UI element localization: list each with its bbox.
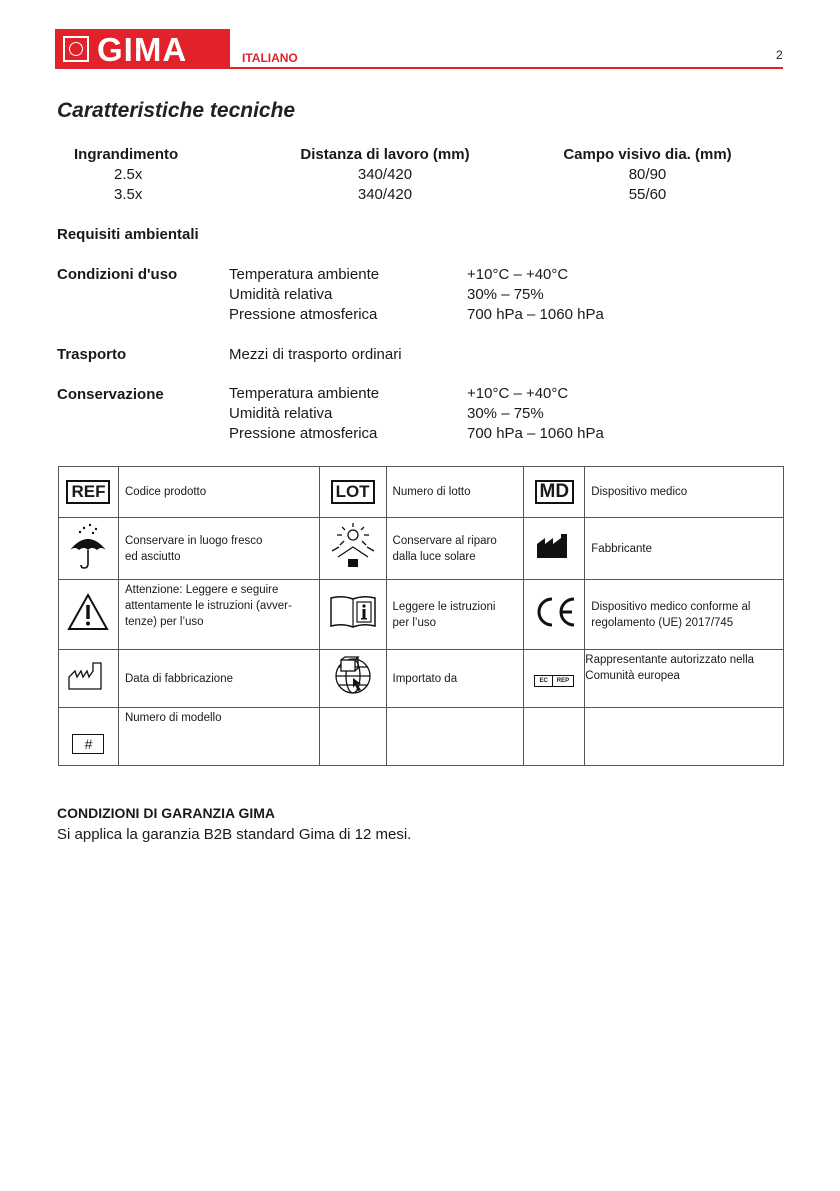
brand-name: GIMA	[97, 30, 188, 68]
page-number: 2	[776, 48, 783, 62]
symbols-table	[58, 466, 784, 766]
spec-column-distance	[297, 145, 473, 205]
environment-heading: Requisiti ambientali	[57, 226, 199, 243]
ec-rep-icon: EC REP	[524, 650, 585, 708]
symbol-description: Rappresentante autorizzato nella Comunità europea	[585, 650, 784, 708]
symbol-description: Dispositivo medico	[585, 467, 784, 518]
importer-icon	[319, 650, 386, 708]
env-value: +10°C – +40°C	[467, 266, 569, 283]
symbol-description: Attenzione: Leggere e seguire attentamente le istruzioni (avver- tenze) per l’uso	[118, 580, 319, 650]
use-conditions-values	[467, 265, 604, 325]
symbol-description: Leggere le istruzioni per l’uso	[386, 580, 524, 650]
table-row	[59, 518, 784, 580]
gima-badge-icon	[63, 36, 89, 62]
spec-cell: 55/60	[628, 186, 667, 203]
symbol-description: Conservare in luogo fresco ed asciutto	[118, 518, 319, 580]
env-param: Pressione atmosferica	[229, 306, 378, 323]
empty-cell	[585, 708, 784, 766]
use-conditions-params	[229, 265, 379, 325]
table-row	[59, 580, 784, 650]
empty-cell	[319, 708, 386, 766]
symbol-description: Dispositivo medico conforme al regolamento (UE) 2017/745	[585, 580, 784, 650]
use-conditions-label: Condizioni d'uso	[57, 266, 178, 283]
spec-column-magnification	[74, 145, 178, 205]
sunlight-icon	[319, 518, 386, 580]
lot-box-icon: LOT	[319, 467, 386, 518]
warranty-heading: CONDIZIONI DI GARANZIA GIMA	[57, 805, 276, 821]
manufacture-date-icon	[59, 650, 119, 708]
gima-logo	[55, 29, 230, 69]
spec-cell: 3.5x	[114, 186, 143, 203]
spec-header: Distanza di lavoro (mm)	[300, 146, 470, 163]
table-row	[59, 467, 784, 518]
factory-icon	[524, 518, 585, 580]
spec-cell: 2.5x	[114, 166, 143, 183]
symbol-description: Numero di modello	[118, 708, 319, 766]
symbol-description: Fabbricante	[585, 518, 784, 580]
spec-column-field	[560, 145, 735, 205]
env-param: Temperatura ambiente	[229, 266, 380, 283]
spec-header: Ingrandimento	[74, 146, 179, 163]
storage-label: Conservazione	[57, 386, 164, 403]
env-value: 30% – 75%	[467, 405, 544, 422]
table-row	[59, 708, 784, 766]
warranty-text: Si applica la garanzia B2B standard Gima di 12 mesi.	[57, 826, 412, 843]
transport-label: Trasporto	[57, 346, 127, 363]
env-value: 30% – 75%	[467, 286, 544, 303]
env-param: Pressione atmosferica	[229, 425, 378, 442]
env-param: Umidità relativa	[229, 286, 333, 303]
language-label: ITALIANO	[242, 51, 298, 65]
model-number-icon: #	[59, 708, 119, 766]
empty-cell	[524, 708, 585, 766]
env-param: Temperatura ambiente	[229, 385, 380, 402]
transport-value: Mezzi di trasporto ordinari	[229, 346, 402, 363]
md-box-icon: MD	[524, 467, 585, 518]
symbol-description: Conservare al riparo dalla luce solare	[386, 518, 524, 580]
env-param: Umidità relativa	[229, 405, 333, 422]
empty-cell	[386, 708, 524, 766]
spec-cell: 340/420	[357, 186, 413, 203]
instructions-icon	[319, 580, 386, 650]
ref-box-icon: REF	[59, 467, 119, 518]
env-value: 700 hPa – 1060 hPa	[467, 306, 604, 323]
symbol-description: Codice prodotto	[118, 467, 319, 518]
symbol-description: Numero di lotto	[386, 467, 524, 518]
umbrella-icon	[59, 518, 119, 580]
spec-header: Campo visivo dia. (mm)	[563, 146, 732, 163]
spec-cell: 80/90	[628, 166, 667, 183]
page-title: Caratteristiche tecniche	[57, 99, 296, 122]
table-row	[59, 650, 784, 708]
storage-params	[229, 384, 379, 444]
storage-values	[467, 384, 604, 444]
spec-cell: 340/420	[357, 166, 413, 183]
warning-icon	[59, 580, 119, 650]
symbol-description: Data di fabbricazione	[118, 650, 319, 708]
ce-mark-icon	[524, 580, 585, 650]
env-value: +10°C – +40°C	[467, 385, 569, 402]
symbol-description: Importato da	[386, 650, 524, 708]
header-divider	[55, 67, 783, 69]
env-value: 700 hPa – 1060 hPa	[467, 425, 604, 442]
